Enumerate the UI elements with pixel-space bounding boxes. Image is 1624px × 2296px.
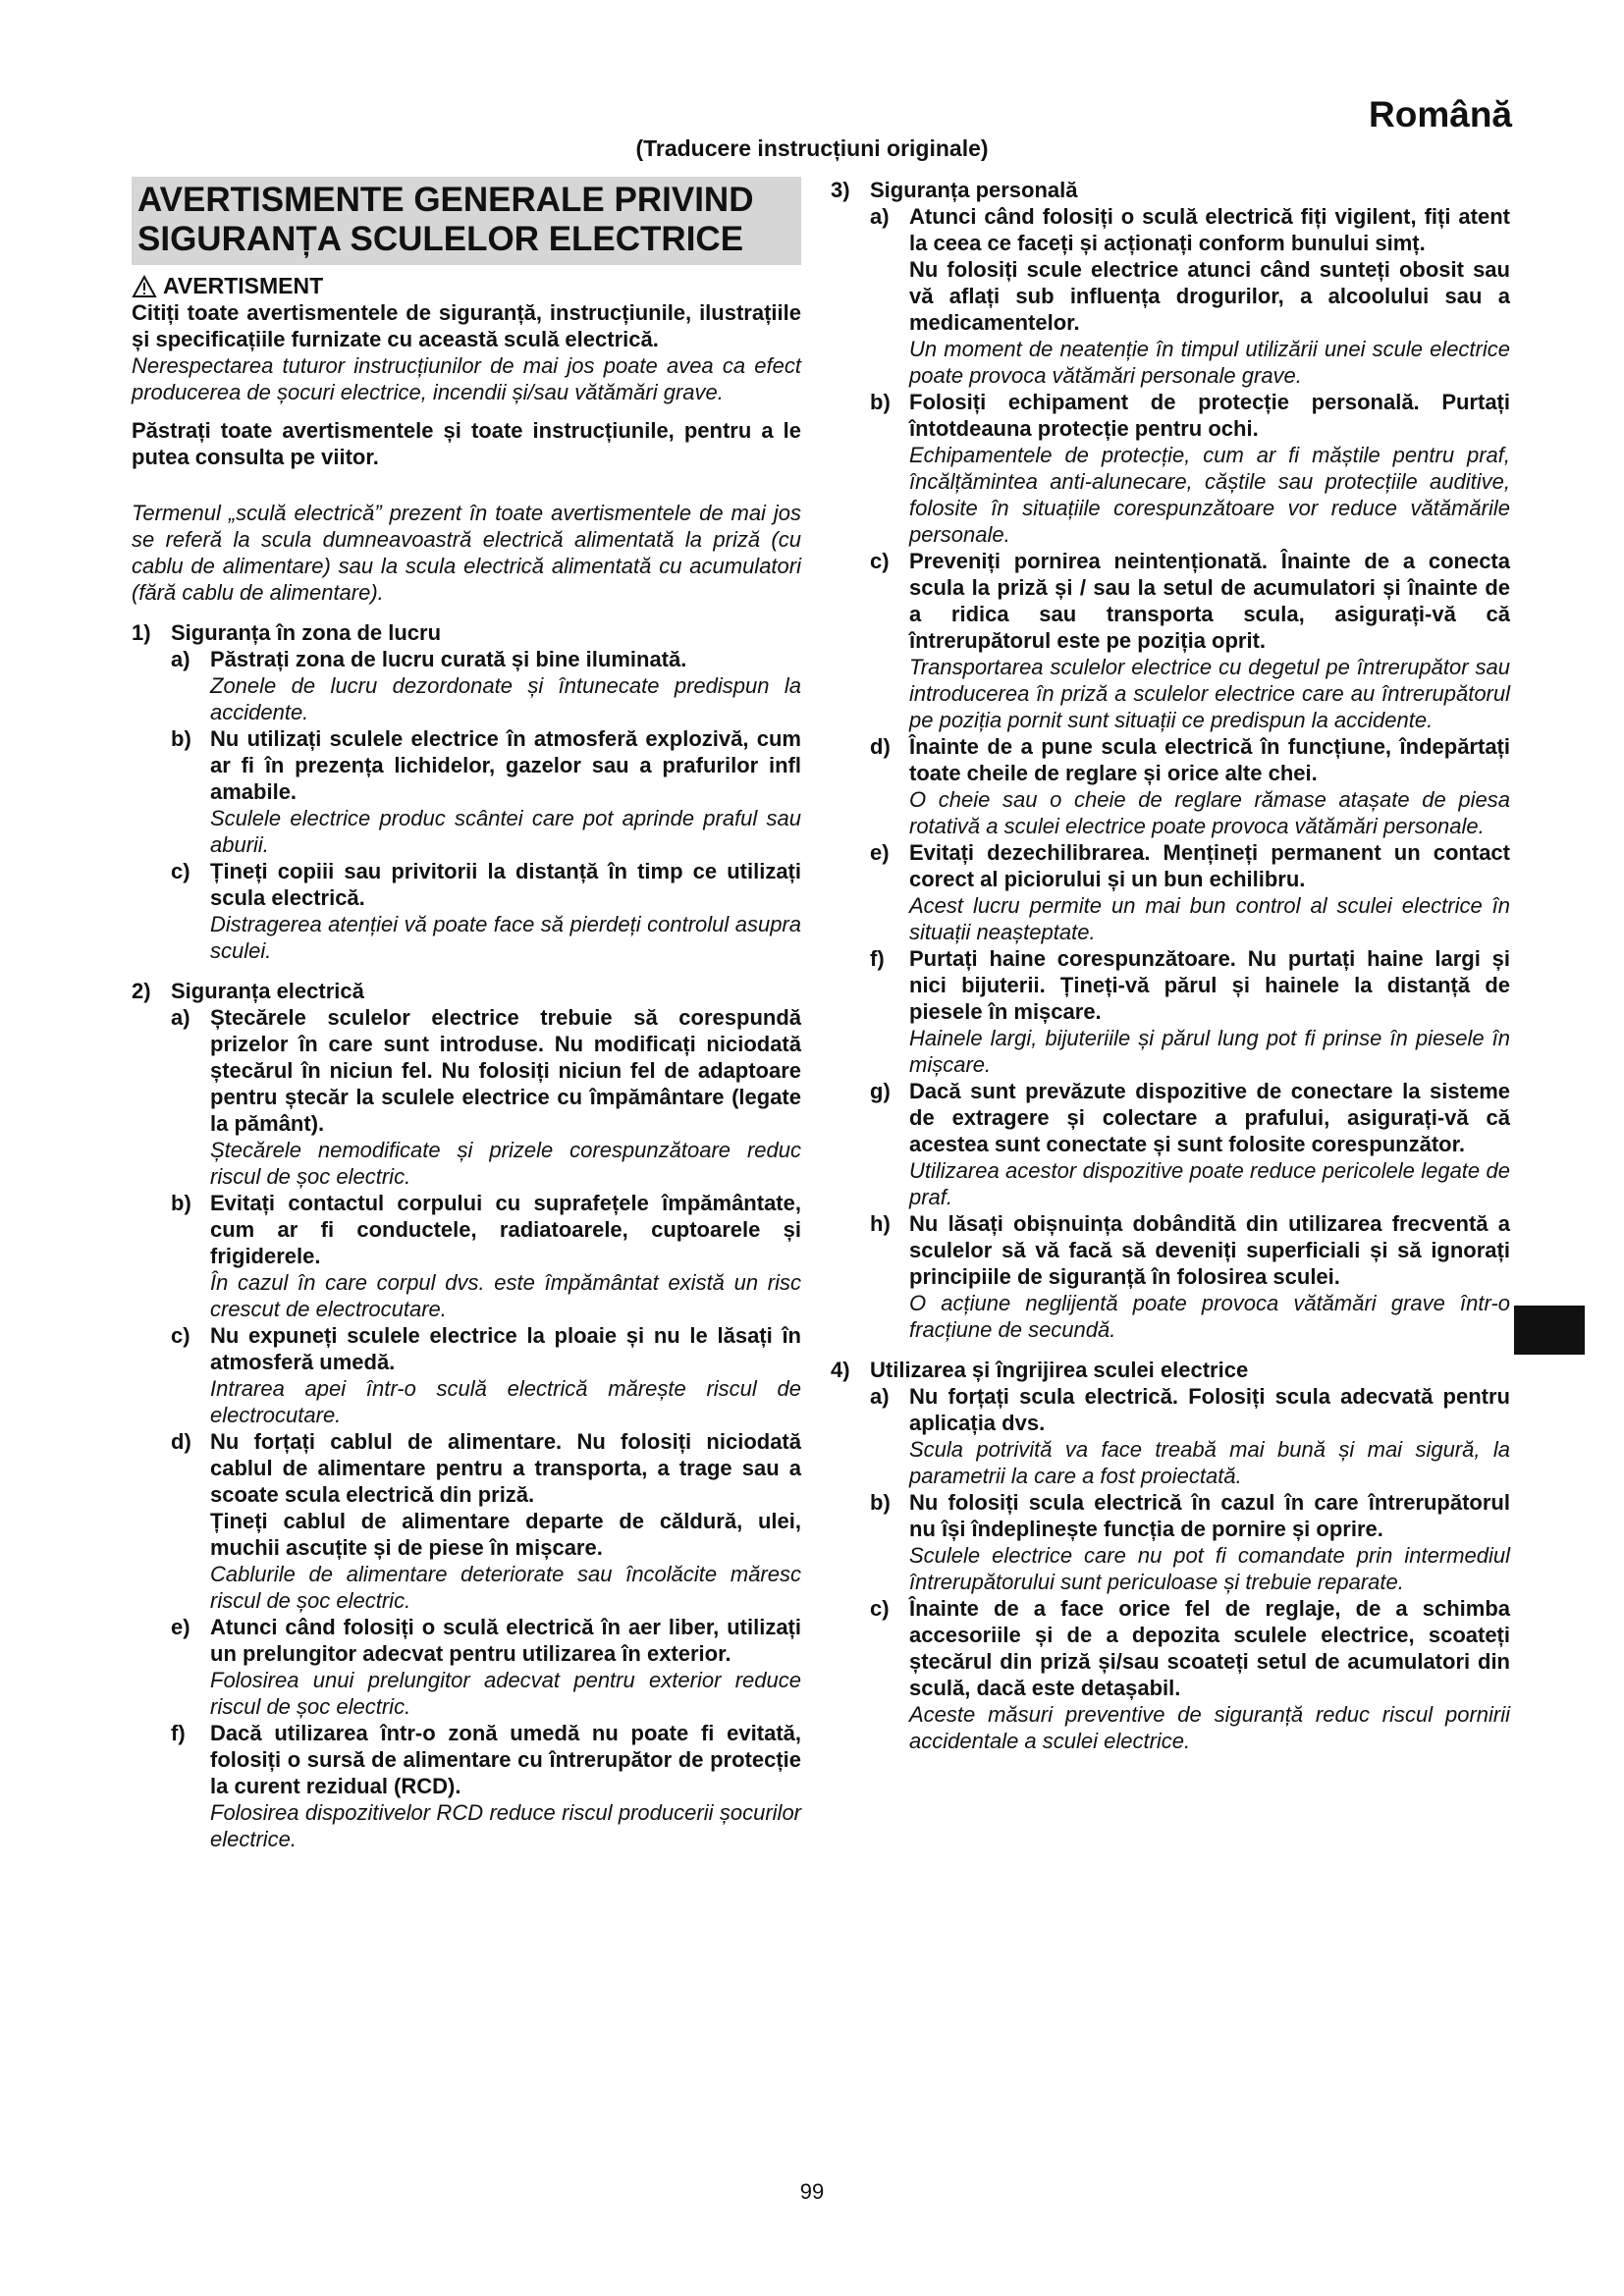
- item-letter: f): [171, 1721, 186, 1745]
- item-instruction: Nu utilizați sculele electrice în atmosferă explozivă, cum ar fi în prezența lichidelor, gazelor sau a prafurilor infl amabile.: [210, 726, 801, 804]
- item-instruction: Păstrați zona de lucru curată și bine iluminată.: [210, 647, 687, 671]
- list-item: [870, 389, 1510, 548]
- item-instruction: Folosiți echipament de protecție personală. Purtați întotdeauna protecție pentru ochi.: [909, 390, 1510, 441]
- list-item: [870, 1595, 1510, 1754]
- item-explanation: O cheie sau o cheie de reglare rămase atașate de piesa rotativă a sculei electrice poate provoca vătămări personale.: [909, 787, 1510, 838]
- item-instruction-extra: Țineți cablul de alimentare departe de căldură, ulei, muchii ascuțite și de piese în mișcare.: [210, 1509, 801, 1560]
- item-explanation: Aceste măsuri preventive de siguranță reduc riscul pornirii accidentale a sculei electrice.: [909, 1702, 1510, 1753]
- item-letter: h): [870, 1211, 891, 1236]
- item-instruction: Dacă utilizarea într-o zonă umedă nu poate fi evitată, folosiți o sursă de alimentare cu întrerupător de protecție la curent rezidual (RCD).: [210, 1721, 801, 1798]
- item-instruction: Evitați contactul corpului cu suprafețele împământate, cum ar fi conductele, radiatoarele, cuptoarele și frigiderele.: [210, 1191, 801, 1268]
- section-heading: Utilizarea și îngrijirea sculei electrice: [870, 1358, 1249, 1382]
- item-explanation: Cablurile de alimentare deteriorate sau încolăcite măresc riscul de șoc electric.: [210, 1562, 801, 1613]
- list-item: [171, 1190, 801, 1322]
- item-instruction: Atunci când folosiți o sculă electrică în aer liber, utilizați un prelungitor adecvat pentru utilizarea în exterior.: [210, 1615, 801, 1666]
- item-explanation: Un moment de neatenție în timpul utilizării unei scule electrice poate provoca vătămări personale grave.: [909, 337, 1510, 388]
- item-letter: d): [171, 1429, 191, 1454]
- list-item: [171, 646, 801, 725]
- section-title: [831, 177, 1510, 203]
- warning-label: AVERTISMENT: [163, 273, 324, 298]
- warning-triangle-icon: [132, 275, 157, 298]
- item-explanation: Sculele electrice produc scântei care pot aprinde praful sau aburii.: [210, 806, 801, 857]
- item-letter: d): [870, 734, 891, 759]
- item-explanation: Zonele de lucru dezordonate și întunecate predispun la accidente.: [210, 673, 801, 724]
- item-explanation: Scula potrivită va face treabă mai bună și mai sigură, la parametrii la care a fost proiectată.: [909, 1437, 1510, 1488]
- item-explanation: Transportarea sculelor electrice cu degetul pe întrerupător sau introducerea în priză a sculelor electrice care au întrerupătorul pe poziția pornit sunt situații ce predispun la accidente.: [909, 655, 1510, 732]
- section-number: 2): [132, 979, 151, 1003]
- item-instruction: Preveniți pornirea neintenționată. Înainte de a conecta scula la priză și / sau la setul de acumulatori și înainte de a ridica sau transporta scula, asigurați-vă că întrerupătorul este pe poziția oprit.: [909, 549, 1510, 653]
- banner-line-2: SIGURANȚA SCULELOR ELECTRICE: [137, 220, 744, 258]
- section-number: 1): [132, 620, 151, 645]
- item-letter: c): [171, 859, 190, 883]
- item-letter: a): [870, 204, 890, 229]
- section-thumb-tab: [1514, 1306, 1585, 1355]
- item-explanation: Hainele largi, bijuteriile și părul lung pot fi prinse în piesele în mișcare.: [909, 1026, 1510, 1077]
- item-letter: f): [870, 946, 885, 971]
- item-instruction-extra: Nu folosiți scule electrice atunci când sunteți obosit sau vă aflați sub influența drogurilor, a alcoolului sau a medicamentelor.: [909, 257, 1510, 335]
- item-letter: a): [171, 647, 190, 671]
- item-explanation: În cazul în care corpul dvs. este împământat există un risc crescut de electrocutare.: [210, 1270, 801, 1321]
- section-heading: Siguranța electrică: [171, 979, 364, 1003]
- item-letter: c): [870, 549, 890, 573]
- item-explanation: Sculele electrice care nu pot fi comandate prin intermediul întrerupătorului sunt periculoase și trebuie reparate.: [909, 1543, 1510, 1594]
- item-instruction: Nu expuneți sculele electrice la ploaie și nu le lăsați în atmosferă umedă.: [210, 1323, 801, 1374]
- list-item: [870, 839, 1510, 945]
- warning-heading: [132, 273, 801, 299]
- list-item: [870, 1383, 1510, 1489]
- item-letter: e): [870, 840, 890, 865]
- banner-line-1: AVERTISMENTE GENERALE PRIVIND: [137, 181, 754, 219]
- list-item: [870, 548, 1510, 733]
- item-explanation: O acțiune neglijentă poate provoca vătămări grave într-o fracțiune de secundă.: [909, 1291, 1510, 1342]
- item-explanation: Utilizarea acestor dispozitive poate reduce pericolele legate de praf.: [909, 1158, 1510, 1209]
- list-item: [870, 203, 1510, 389]
- warning-consequence: Nerespectarea tuturor instrucțiunilor de mai jos poate avea ca efect producerea de șocuri electrice, incendii și/sau vătămări grave.: [132, 353, 801, 404]
- item-instruction: Ștecărele sculelor electrice trebuie să corespundă prizelor în care sunt introduse. Nu modificați niciodată ștecărul în niciun fel. Nu folosiți niciun fel de adaptoare pentru ștecăr la sculele electrice cu împământare (legate la pământ).: [210, 1005, 801, 1136]
- list-item: [171, 1428, 801, 1614]
- list-item: [870, 733, 1510, 839]
- left-column: [132, 177, 801, 1852]
- item-explanation: Ștecărele nemodificate și prizele corespunzătoare reduc riscul de șoc electric.: [210, 1138, 801, 1189]
- term-definition: Termenul „sculă electrică” prezent în toate avertismentele de mai jos se referă la scula dumneavoastră electrică alimentată la priză (cu cablu de alimentare) sau la scula electrică alimentată cu acumulatori (fără cablu de alimentare).: [132, 501, 801, 605]
- list-item: [171, 858, 801, 964]
- item-explanation: Folosirea unui prelungitor adecvat pentru exterior reduce riscul de șoc electric.: [210, 1668, 801, 1719]
- item-explanation: Echipamentele de protecție, cum ar fi măștile pentru praf, încălțămintea anti-alunecare, căștile sau protecțiile auditive, folosite în situațiile corespunzătoare vor reduce vătămările personale.: [909, 443, 1510, 547]
- right-column: [831, 177, 1510, 1754]
- keep-instructions: Păstrați toate avertismentele și toate instrucțiunile, pentru a le putea consulta pe viitor.: [132, 418, 801, 469]
- item-letter: b): [870, 1490, 891, 1515]
- item-letter: g): [870, 1079, 891, 1103]
- translation-note: (Traducere instrucțiuni originale): [635, 135, 989, 161]
- item-letter: b): [870, 390, 891, 414]
- item-letter: c): [171, 1323, 190, 1348]
- item-instruction: Nu lăsați obișnuința dobândită din utilizarea frecventă a sculelor să vă facă să deveniți superficiali și să ignorați principiile de siguranță în folosirea sculei.: [909, 1211, 1510, 1289]
- list-item: [870, 945, 1510, 1078]
- section-title: [132, 619, 801, 646]
- page-number: 99: [799, 2179, 825, 2204]
- section-heading: Siguranța personală: [870, 178, 1078, 202]
- item-instruction: Nu forțați cablul de alimentare. Nu folosiți niciodată cablul de alimentare pentru a transporta, a trage sau a scoate scula electrică din priză.: [210, 1429, 801, 1507]
- item-explanation: Folosirea dispozitivelor RCD reduce riscul producerii șocurilor electrice.: [210, 1800, 801, 1851]
- list-item: [171, 1614, 801, 1720]
- item-explanation: Intrarea apei într-o sculă electrică mărește riscul de electrocutare.: [210, 1376, 801, 1427]
- item-instruction: Înainte de a face orice fel de reglaje, de a schimba accesoriile și de a depozita sculele electrice, scoateți ștecărul din priză și/sau scoateți setul de acumulatori din sculă, dacă este detașabil.: [909, 1596, 1510, 1700]
- warning-text: Citiți toate avertismentele de siguranță, instrucțiunile, ilustrațiile și specificațiile furnizate cu această sculă electrică.: [132, 300, 801, 351]
- item-letter: b): [171, 1191, 191, 1215]
- section-title: [132, 978, 801, 1004]
- section-banner: [132, 177, 801, 265]
- list-item: [171, 1720, 801, 1852]
- section-number: 3): [831, 178, 850, 202]
- item-instruction: Nu folosiți scula electrică în cazul în care întrerupătorul nu își îndeplinește funcția de pornire și oprire.: [909, 1490, 1510, 1541]
- list-item: [870, 1210, 1510, 1343]
- item-instruction: Atunci când folosiți o sculă electrică fiți vigilent, fiți atent la ceea ce faceți și acționați conform bunului simț.: [909, 204, 1510, 255]
- item-letter: a): [171, 1005, 190, 1030]
- list-item: [171, 1322, 801, 1428]
- item-letter: e): [171, 1615, 190, 1639]
- item-instruction: Purtați haine corespunzătoare. Nu purtați haine largi și nici bijuterii. Țineți-vă părul și hainele la distanță de piesele în mișcare.: [909, 946, 1510, 1024]
- item-letter: b): [171, 726, 191, 751]
- language-label: Română: [1369, 94, 1512, 134]
- list-item: [171, 725, 801, 858]
- item-letter: a): [870, 1384, 890, 1409]
- list-item: [171, 1004, 801, 1190]
- item-instruction: Înainte de a pune scula electrică în funcțiune, îndepărtați toate cheile de reglare și orice alte chei.: [909, 734, 1510, 785]
- item-instruction: Dacă sunt prevăzute dispozitive de conectare la sisteme de extragere și colectare a prafului, asigurați-vă că acestea sunt conectate și sunt folosite corespunzător.: [909, 1079, 1510, 1156]
- section-number: 4): [831, 1358, 850, 1382]
- item-instruction: Nu forțați scula electrică. Folosiți scula adecvată pentru aplicația dvs.: [909, 1384, 1510, 1435]
- list-item: [870, 1078, 1510, 1210]
- item-instruction: Țineți copiii sau privitorii la distanță în timp ce utilizați scula electrică.: [210, 859, 801, 910]
- section-title: [831, 1357, 1510, 1383]
- list-item: [870, 1489, 1510, 1595]
- item-instruction: Evitați dezechilibrarea. Mențineți permanent un contact corect al piciorului și un bun echilibru.: [909, 840, 1510, 891]
- item-explanation: Distragerea atenției vă poate face să pierdeți controlul asupra sculei.: [210, 912, 801, 963]
- item-explanation: Acest lucru permite un mai bun control al sculei electrice în situații neașteptate.: [909, 893, 1510, 944]
- section-heading: Siguranța în zona de lucru: [171, 620, 442, 645]
- item-letter: c): [870, 1596, 890, 1621]
